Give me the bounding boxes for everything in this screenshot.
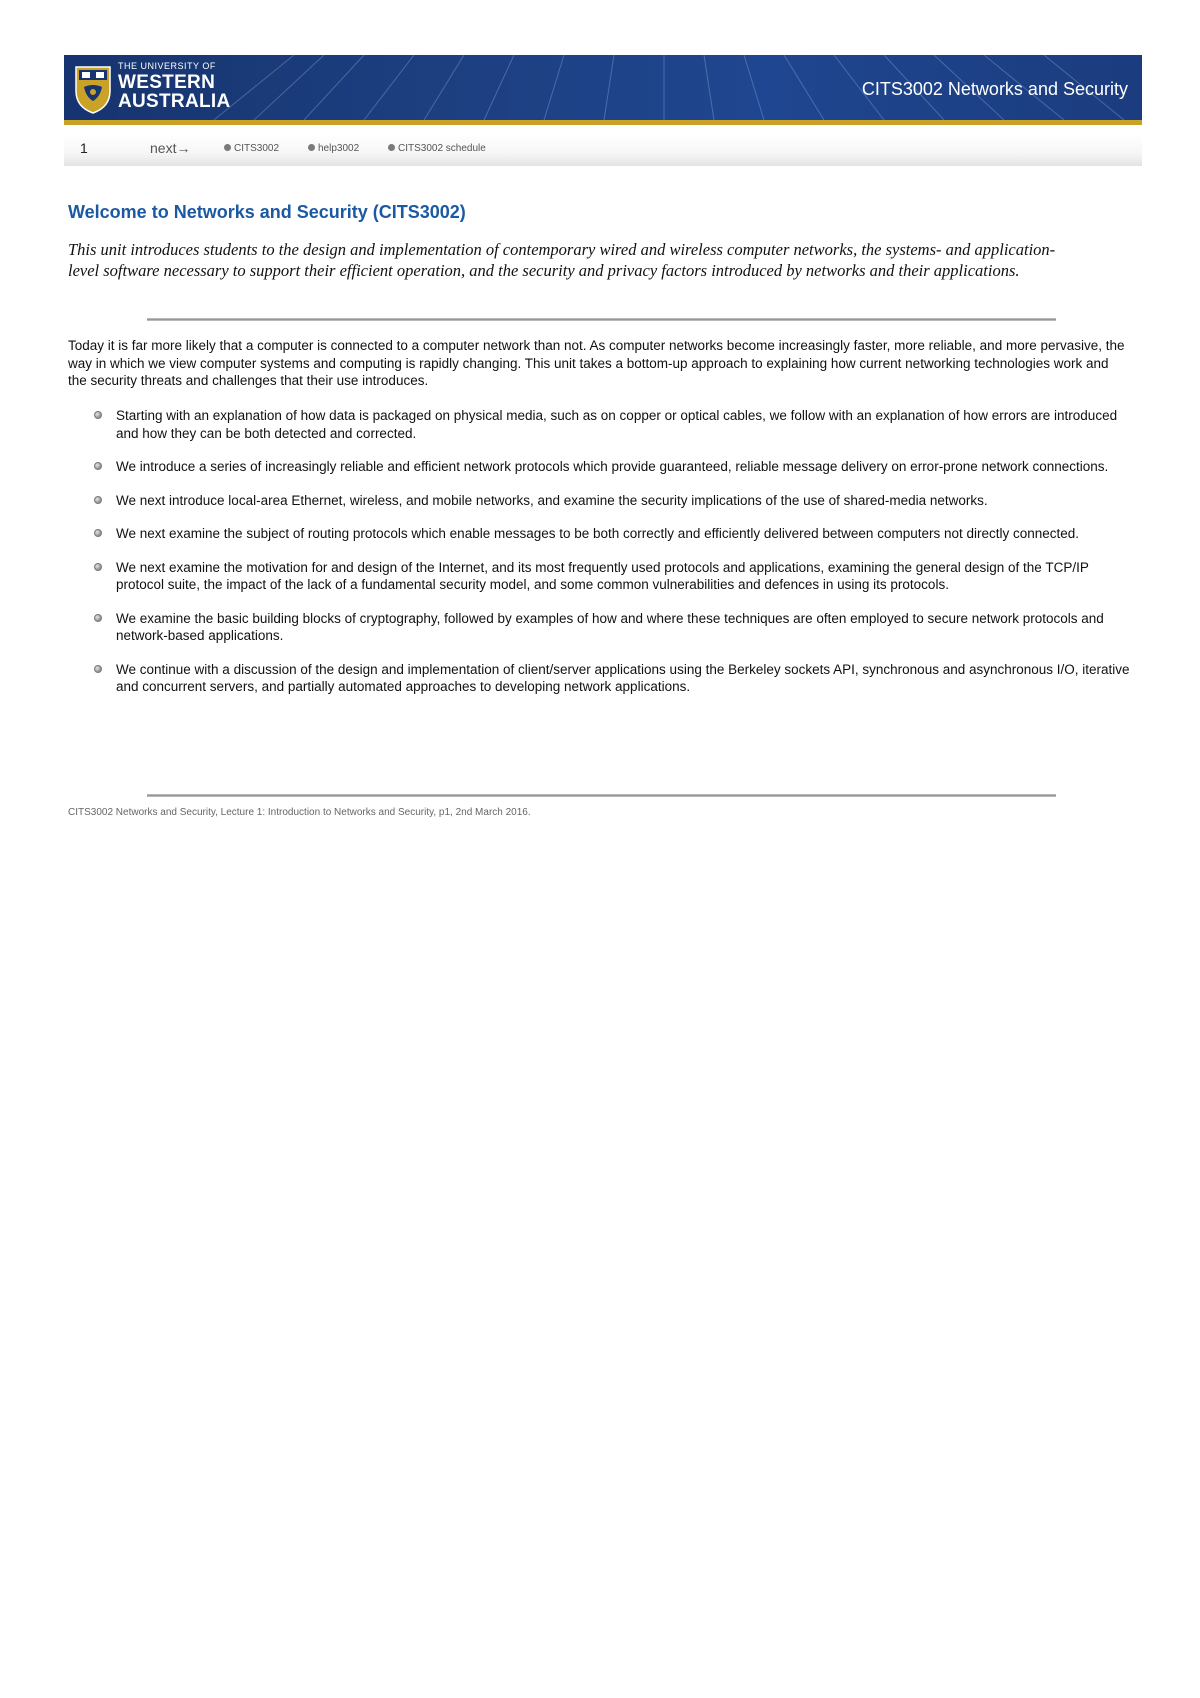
- logo-line-3: AUSTRALIA: [118, 91, 231, 112]
- divider-bottom: [147, 794, 1056, 797]
- nav-link-help3002[interactable]: [308, 143, 359, 154]
- list-item: [92, 661, 1132, 696]
- logo-line-2: WESTERN: [118, 72, 216, 93]
- list-item-text: We next examine the subject of routing protocols which enable messages to be both correctly and efficiently delivered between computers not directly connected.: [116, 526, 1080, 541]
- list-item-text: Starting with an explanation of how data is packaged on physical media, such as on copper or optical cables, we follow with an explanation of how errors are introduced and how they can be both detected and corrected.: [116, 408, 1118, 441]
- bullet-icon: [94, 563, 102, 571]
- bullet-icon: [94, 411, 102, 419]
- list-item: [92, 610, 1132, 645]
- list-item-text: We continue with a discussion of the design and implementation of client/server applications using the Berkeley sockets API, synchronous and asynchronous I/O, iterative and concurrent servers, and partially automated approaches to developing network applications.: [116, 661, 1130, 694]
- topics-list: [92, 407, 1132, 712]
- nav-link-schedule[interactable]: [388, 143, 486, 154]
- bullet-icon: [94, 496, 102, 504]
- divider-top: [147, 318, 1056, 321]
- bullet-icon: [94, 529, 102, 537]
- link-bullet-icon: [224, 144, 231, 151]
- list-item: [92, 458, 1132, 476]
- page-title: Welcome to Networks and Security (CITS3002): [68, 202, 466, 222]
- list-item: [92, 492, 1132, 510]
- nav-link-label: CITS3002 schedule: [398, 143, 486, 154]
- bullet-icon: [94, 462, 102, 470]
- list-item-text: We next examine the motivation for and design of the Internet, and its most frequently used protocols and applications, examining the general design of the TCP/IP protocol suite, the impact of the lack of a fundamental security model, and some common vulnerabilities and defences in using its protocols.: [116, 559, 1089, 592]
- page-number: 1: [80, 140, 88, 156]
- intro-paragraph: This unit introduces students to the design and implementation of contemporary wired and wireless computer networks, the systems- and application-level software necessary to support their efficient operation, and the security and privacy factors introduced by networks and their applications.: [68, 240, 1056, 280]
- list-item-text: We introduce a series of increasingly reliable and efficient network protocols which provide guaranteed, reliable message delivery on error-prone network connections.: [116, 459, 1109, 474]
- bullet-icon: [94, 665, 102, 673]
- list-item: [92, 525, 1132, 543]
- page-footer: CITS3002 Networks and Security, Lecture 1: Introduction to Networks and Security, p1, 2nd March 2016.: [68, 807, 531, 818]
- nav-link-label: CITS3002: [234, 143, 280, 154]
- link-bullet-icon: [308, 144, 315, 151]
- nav-link-label: help3002: [318, 143, 360, 154]
- nav-link-cits3002[interactable]: [224, 143, 279, 154]
- navigation-bar: [64, 134, 1142, 166]
- university-wordmark: [118, 62, 230, 111]
- university-crest-icon: [72, 61, 114, 115]
- link-bullet-icon: [388, 144, 395, 151]
- list-item-text: We next introduce local-area Ethernet, wireless, and mobile networks, and examine the security implications of the use of shared-media networks.: [116, 492, 988, 508]
- list-item: [92, 559, 1132, 594]
- header-banner: [64, 55, 1142, 120]
- list-item-text: We examine the basic building blocks of cryptography, followed by examples of how and where these techniques are often employed to secure network protocols and network-based applications.: [116, 610, 1104, 643]
- unit-title: CITS3002 Networks and Security: [861, 79, 1128, 99]
- body-paragraph: Today it is far more likely that a computer is connected to a computer network than not. As computer networks become increasingly faster, more reliable, and more pervasive, the way in which we view computer systems and computing is rapidly changing. This unit takes a bottom-up approach to explaining how current networking technologies work and the security threats and challenges that their use introduces.: [68, 338, 1125, 388]
- list-item: [92, 407, 1132, 442]
- bullet-icon: [94, 614, 102, 622]
- banner-gold-stripe: [64, 120, 1142, 125]
- next-page-link[interactable]: next→: [150, 140, 191, 156]
- logo-line-1: THE UNIVERSITY OF: [118, 61, 216, 71]
